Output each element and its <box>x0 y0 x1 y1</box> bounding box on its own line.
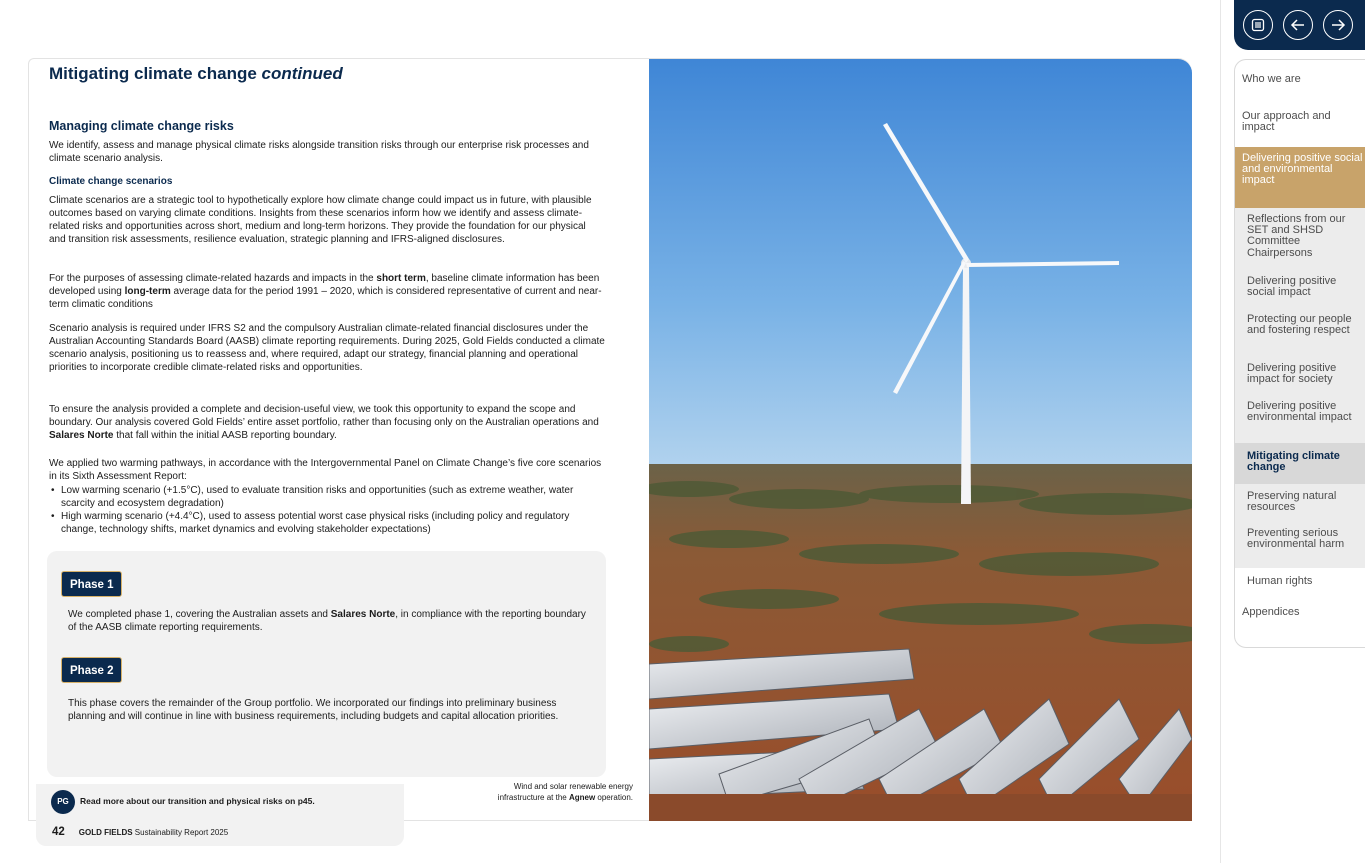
page-title: Mitigating climate change continued <box>49 64 343 83</box>
scenarios-paragraph: Climate scenarios are a strategic tool to hypothetically explore how climate change could impact us in future, with plausible outcomes based on varying climate conditions. Insights from these scenarios inform how we identify and assess climate-related risks and opportunities across short, medium and long-term horizons. They provide the foundation for our physical and transition risk assessments, resilience evaluation, strategic planning and IFRS-aligned disclosures. <box>49 195 592 246</box>
nav-item-appendices[interactable]: Appendices <box>1242 606 1300 618</box>
phase-2-tag: Phase 2 <box>61 657 122 683</box>
page-number: 42 <box>52 826 65 838</box>
nav-item-our-approach[interactable]: Our approach and impact <box>1242 110 1331 134</box>
nav-item-environmental-impact[interactable]: Delivering positive environmental impact <box>1247 400 1352 424</box>
nav-item-reflections[interactable]: Reflections from our SET and SHSD Committee Chairpersons <box>1247 213 1346 259</box>
list-item: • Low warming scenario (+1.5°C), used to evaluate transition risks and opportunities (such as extreme weather, water scarcity and ecosystem degradation) <box>49 484 605 510</box>
arrow-left-icon[interactable] <box>1283 10 1313 40</box>
intro-paragraph: We identify, assess and manage physical climate risks alongside transition risks through our enterprise risk processes and climate scenario analysis. <box>49 140 589 165</box>
list-item: • High warming scenario (+4.4°C), used to assess potential worst case physical risks (including policy and regulatory change, technology shifts, market dynamics and evolving stakeholder expectations) <box>49 510 605 536</box>
photo-caption: Wind and solar renewable energy infrastructure at the Agnew operation. <box>497 782 633 802</box>
nav-item-natural-resources[interactable]: Preserving natural resources <box>1247 490 1337 514</box>
phase-1-text: We completed phase 1, covering the Australian assets and Salares Norte, in compliance with the reporting boundary of the AASB climate reporting requirements. <box>68 609 586 633</box>
nav-item-mitigating-climate[interactable]: Mitigating climate change <box>1247 450 1340 474</box>
nav-item-human-rights[interactable]: Human rights <box>1247 575 1313 587</box>
pathways-paragraph: We applied two warming pathways, in accordance with the Intergovernmental Panel on Climate Change’s five core scenarios in its Sixth Assessment Report: <box>49 458 602 483</box>
read-more-link[interactable]: Read more about our transition and physical risks on p45. <box>80 796 315 806</box>
phase-box <box>47 551 606 777</box>
side-navigation <box>1234 59 1365 648</box>
nav-item-who-we-are[interactable]: Who we are <box>1242 73 1301 85</box>
nav-item-delivering-impact[interactable]: Delivering positive social and environmental impact <box>1242 152 1363 187</box>
nav-item-protecting-people[interactable]: Protecting our people and fostering respect <box>1247 313 1352 337</box>
section-heading: Managing climate change risks <box>49 119 234 133</box>
navigation-toolbar <box>1234 0 1365 50</box>
scope-paragraph: To ensure the analysis provided a complete and decision-useful view, we took this opportunity to expand the scope and boundary. Our analysis covered Gold Fields’ entire asset portfolio, rather than focusing only on the Australian operations and Salares Norte that fall within the initial AASB reporting boundary. <box>49 404 599 442</box>
phase-2-text: This phase covers the remainder of the Group portfolio. We incorporated our findings into preliminary business planning and will continue in line with business requirements, including budgets and capital allocation priorities. <box>68 698 559 722</box>
brand-name: GOLD FIELDS <box>78 828 133 837</box>
scenario-analysis-paragraph: Scenario analysis is required under IFRS S2 and the compulsory Australian climate-related financial disclosures under the Australian Accounting Standards Board (AASB) climate reporting requirements. During 2025, Gold Fields conducted a climate scenario analysis, positioning us to reassess and, where required, adapt our strategy, financial planning and operational priorities to incorporate credible climate-related risks and opportunities. <box>49 323 605 374</box>
arrow-right-icon[interactable] <box>1323 10 1353 40</box>
wind-solar-photo <box>649 59 1192 821</box>
phase-1-tag: Phase 1 <box>61 571 122 597</box>
page-footer: 42 GOLD FIELDS Sustainability Report 2025 <box>52 826 229 838</box>
contents-icon[interactable] <box>1243 10 1273 40</box>
pathways-list <box>49 484 605 536</box>
short-term-paragraph: For the purposes of assessing climate-related hazards and impacts in the short term, baseline climate information has been developed using long-term average data for the period 1991 – 2020, which is considered representative of current and near-term climatic conditions <box>49 273 602 311</box>
nav-item-social-impact[interactable]: Delivering positive social impact <box>1247 275 1337 299</box>
nav-item-impact-society[interactable]: Delivering positive impact for society <box>1247 362 1337 386</box>
sub-heading: Climate change scenarios <box>49 176 173 187</box>
page-reference-icon: PG <box>51 790 75 814</box>
nav-item-environmental-harm[interactable]: Preventing serious environmental harm <box>1247 527 1345 551</box>
page-divider <box>1220 0 1221 863</box>
